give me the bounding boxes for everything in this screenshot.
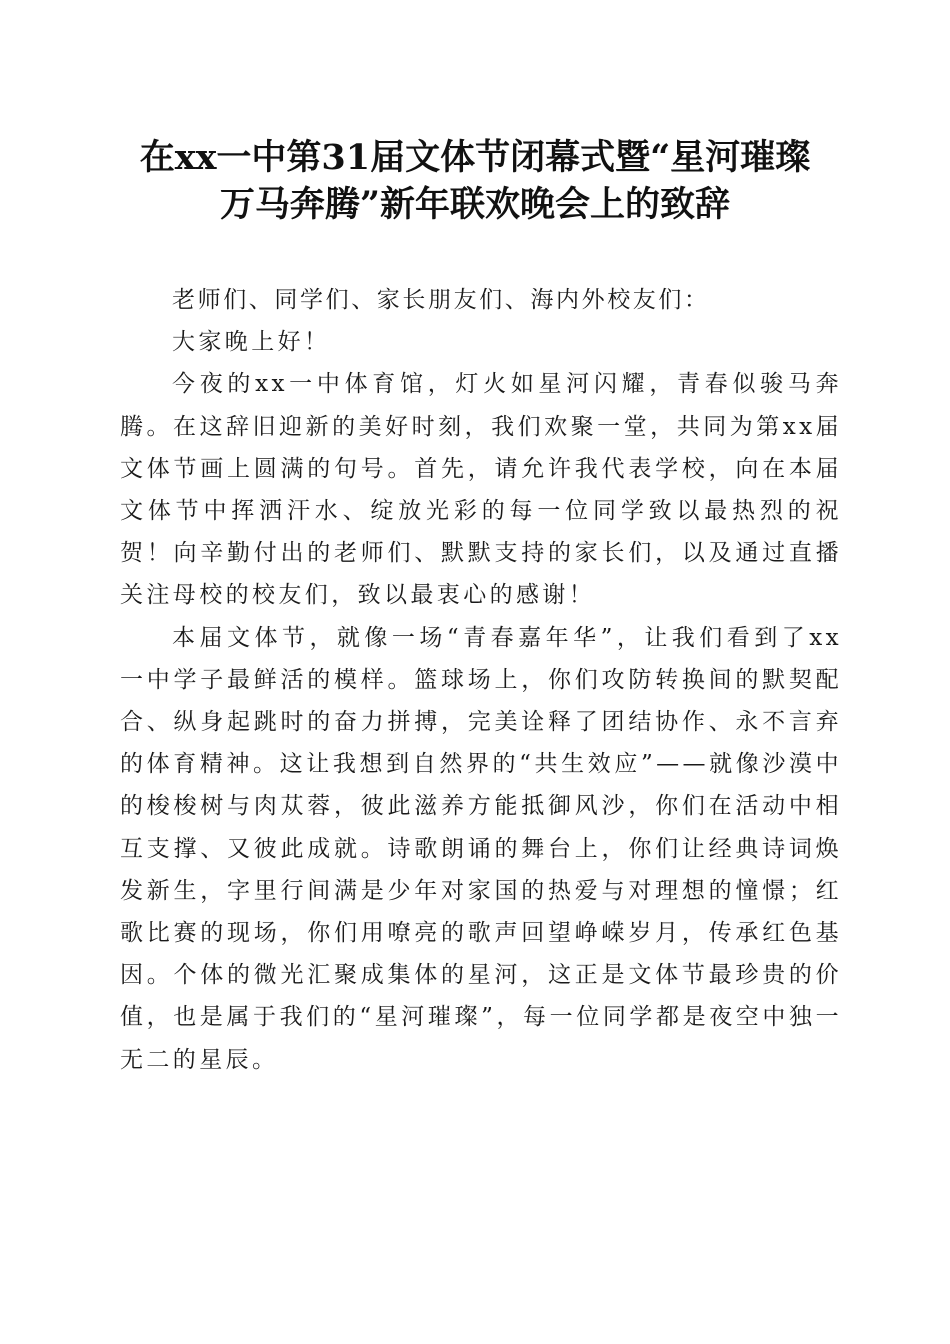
document-body bbox=[120, 279, 842, 1081]
paragraph-greeting: 大家晚上好！ bbox=[172, 329, 331, 356]
document-title bbox=[60, 134, 890, 228]
paragraph-review: 本届文体节，就像一场“青春嘉年华”，让我们看到了xx一中学子最鲜活的模样。篮球场上，你们攻防转换间的默契配合、纵身起跳时的奋力拼搏，完美诠释了团结协作、永不言弃的体育精神。这让我想到自然界的“共生效应”——就像沙漠中的梭梭树与肉苁蓉，彼此滋养方能抵御风沙，你们在活动中相互支撑、又彼此成就。诗歌朗诵的舞台上，你们让经典诗词焕发新生，字里行间满是少年对家国的热爱与对理想的憧憬；红歌比赛的现场，你们用嘹亮的歌声回望峥嵘岁月，传承红色基因。个体的微光汇聚成集体的星河，这正是文体节最珍贵的价值，也是属于我们的“星河璀璨”，每一位同学都是夜空中独一无二的星辰。 bbox=[120, 624, 842, 1073]
title-line-2: 万马奔腾”新年联欢晚会上的致辞 bbox=[219, 184, 731, 225]
title-line-1: 在xx一中第31届文体节闭幕式暨“星河璀璨 bbox=[139, 137, 811, 178]
paragraph-opening: 今夜的xx一中体育馆，灯火如星河闪耀，青春似骏马奔腾。在这辞旧迎新的美好时刻，我们欢聚一堂，共同为第xx届文体节画上圆满的句号。首先，请允许我代表学校，向在本届文体节中挥洒汗水、绽放光彩的每一位同学致以最热烈的祝贺！向辛勤付出的老师们、默默支持的家长们，以及通过直播关注母校的校友们，致以最衷心的感谢！ bbox=[120, 371, 842, 609]
paragraph-salutation: 老师们、同学们、家长朋友们、海内外校友们： bbox=[172, 287, 710, 313]
